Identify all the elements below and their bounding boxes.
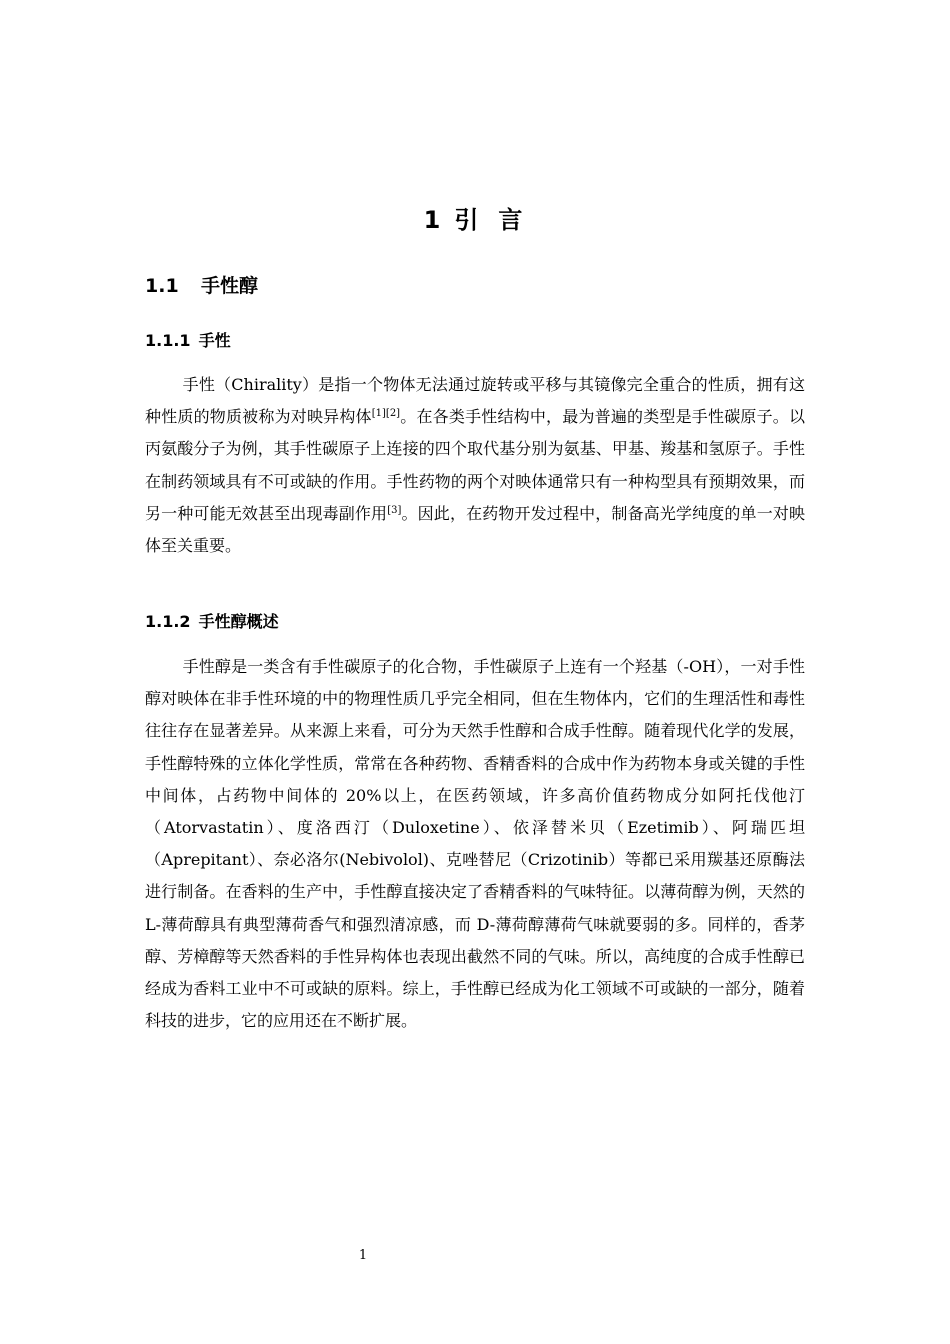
citation-reference[interactable]: [3]	[387, 504, 402, 516]
subsection-number: 1.1.1	[145, 331, 191, 350]
chapter-title-part-2: 言	[498, 206, 527, 234]
paragraph-chirality	[145, 369, 805, 562]
paragraph-text: 。在各类手性结构中，最为普遍的类型是手性碳原子。以丙氨酸分子为例，其手性碳原子上连接的四个取代基分别为氨基、甲基、羧基和氢原子。手性在制药领域具有不可或缺的作用。手性药物的两个对映体通常只有一种构型具有预期效果，而另一种可能无效甚至出现毒副作用	[145, 407, 805, 523]
subsection-title: 手性	[198, 331, 231, 350]
chapter-title-part-1: 引	[454, 206, 483, 234]
subsection-heading-chiral-alcohol-overview	[145, 610, 279, 634]
page-number: 1	[358, 1248, 368, 1263]
paragraph-text: 手性醇是一类含有手性碳原子的化合物，手性碳原子上连有一个羟基（-OH），一对手性醇对映体在非手性环境的中的物理性质几乎完全相同，但在生物体内，它们的生理活性和毒性往往存在显著差异。从来源上来看，可分为天然手性醇和合成手性醇。随着现代化学的发展，手性醇特殊的立体化学性质，常常在各种药物、香精香料的合成中作为药物本身或关键的手性中间体，占药物中间体的 20%以上，在医药领域，许多高价值药物成分如阿托伐他汀（Atorvastatin）、度洛西汀（Duloxetine）、依泽替米贝（Ezetimib）、阿瑞匹坦（Aprepitant）、奈必洛尔(Nebivolol)、克唑替尼（Crizotinib）等都已采用羰基还原酶法进行制备。在香料的生产中，手性醇直接决定了香精香料的气味特征。以薄荷醇为例，天然的 L-薄荷醇具有典型薄荷香气和强烈清凉感，而 D-薄荷醇薄荷气味就要弱的多。同样的，香茅醇、芳樟醇等天然香料的手性异构体也表现出截然不同的气味。所以，高纯度的合成手性醇已经成为香料工业中不可或缺的原料。综上，手性醇已经成为化工领域不可或缺的一部分，随着科技的进步，它的应用还在不断扩展。	[145, 657, 805, 1031]
subsection-title: 手性醇概述	[198, 612, 279, 631]
subsection-number: 1.1.2	[145, 612, 191, 631]
paragraph-chiral-alcohol-overview	[145, 651, 805, 1037]
subsection-heading-chirality	[145, 329, 231, 353]
section-heading	[145, 272, 258, 300]
paragraph-text: 手性（Chirality）是指一个物体无法通过旋转或平移与其镜像完全重合的性质，拥有这种性质的物质被称为对映异构体	[145, 375, 805, 427]
chapter-number: 1	[423, 206, 445, 234]
section-number: 1.1	[145, 275, 179, 297]
chapter-title	[0, 200, 950, 240]
citation-reference[interactable]: [1][2]	[371, 408, 401, 420]
paragraph-text: 。因此，在药物开发过程中，制备高光学纯度的单一对映体至关重要。	[145, 503, 805, 556]
section-title: 手性醇	[201, 275, 259, 297]
